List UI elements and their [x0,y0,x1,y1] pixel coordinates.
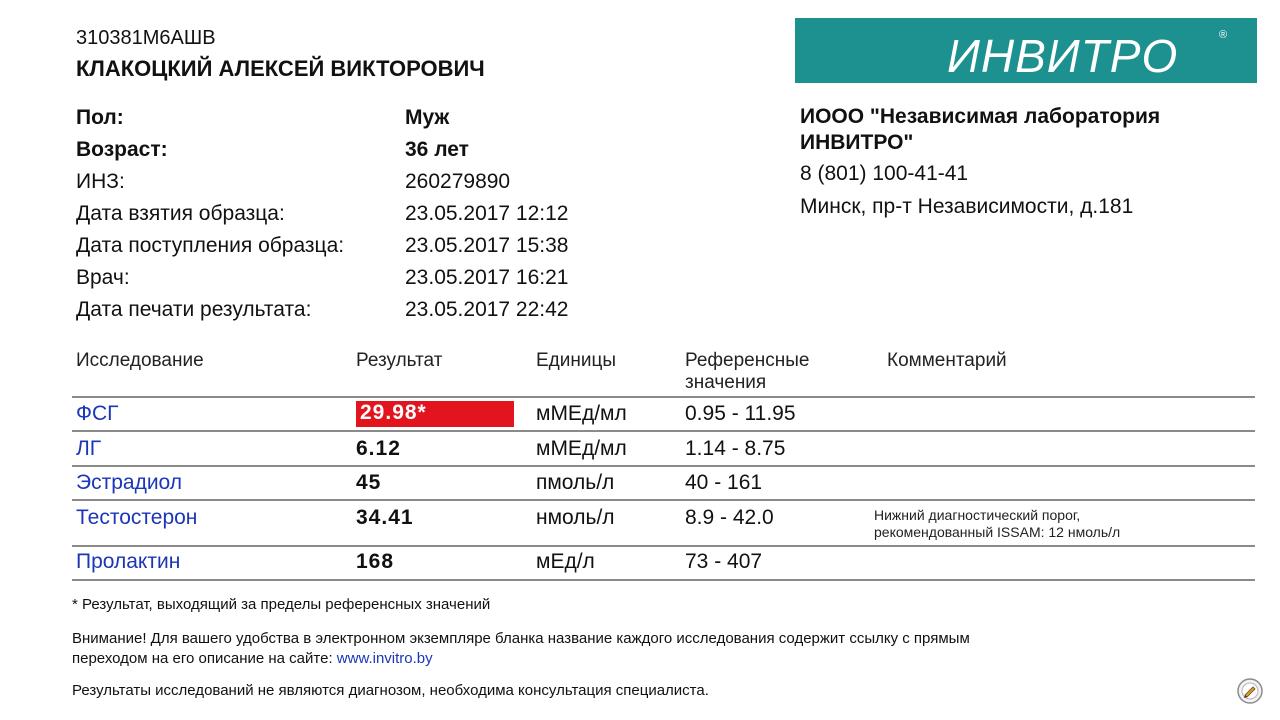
test-link-testosterone[interactable]: Тестостерон [76,506,198,529]
attention-note [72,629,970,669]
table-divider [72,545,1255,547]
inz-label: ИНЗ: [76,170,125,193]
units-value: мМЕд/мл [536,437,627,460]
doctor-value: 23.05.2017 16:21 [405,266,569,289]
inz-value: 260279890 [405,170,511,193]
comment-line1: Нижний диагностический порог, [874,507,1081,523]
result-value: 6.12 [356,437,401,460]
age-value: 36 лет [405,138,469,161]
header-reference-line2: значения [685,372,767,393]
lab-name-line1: ИООО "Независимая лаборатория [800,105,1161,128]
table-divider [72,579,1255,581]
lab-phone: 8 (801) 100-41-41 [800,162,969,185]
table-divider [72,465,1255,467]
header-units: Единицы [536,350,617,371]
lab-address: Минск, пр-т Независимости, д.181 [800,195,1134,218]
sample-taken-label: Дата взятия образца: [76,202,285,225]
reference-range: 8.9 - 42.0 [685,506,774,529]
test-link-estradiol[interactable]: Эстрадиол [76,471,183,494]
units-value: пмоль/л [536,471,615,494]
attention-line2 [72,649,970,669]
units-value: нмоль/л [536,506,615,529]
test-link-prolactin[interactable]: Пролактин [76,550,181,573]
reference-range: 73 - 407 [685,550,763,573]
header-comment: Комментарий [887,350,1007,371]
test-link-fsh[interactable]: ФСГ [76,402,119,425]
lab-name-line2: ИНВИТРО" [800,131,914,154]
sample-code: 310381М6АШВ [76,27,216,49]
doctor-label: Врач: [76,266,130,289]
reference-range: 40 - 161 [685,471,763,494]
print-date-value: 23.05.2017 22:42 [405,298,569,321]
comment-text [874,507,1120,541]
attention-line2-text: переходом на его описание на сайте: [72,650,337,667]
disclaimer: Результаты исследований не являются диагнозом, необходима консультация специалиста. [72,682,709,699]
reference-range: 0.95 - 11.95 [685,402,796,425]
table-divider [72,430,1255,432]
print-date-label: Дата печати результата: [76,298,312,321]
header-result: Результат [356,350,443,371]
sample-received-label: Дата поступления образца: [76,234,345,257]
comment-line2: рекомендованный ISSAM: 12 нмоль/л [874,524,1121,540]
patient-name: КЛАКОЦКИЙ АЛЕКСЕЙ ВИКТОРОВИЧ [76,56,485,81]
sample-received-value: 23.05.2017 15:38 [405,234,569,257]
lab-name [800,104,1160,156]
header-reference [685,350,809,394]
site-link[interactable]: www.invitro.by [336,650,433,667]
sample-taken-value: 23.05.2017 12:12 [405,202,569,225]
attention-line1: Внимание! Для вашего удобства в электронном экземпляре бланка название каждого исследования содержит ссылку с прямым [72,630,970,647]
test-link-lh[interactable]: ЛГ [76,437,102,460]
sex-value: Муж [405,106,450,129]
registered-mark: ® [1219,29,1228,41]
out-of-range-note: * Результат, выходящий за пределы референсных значений [72,596,491,613]
result-value: 45 [356,471,382,494]
reference-range: 1.14 - 8.75 [685,437,786,460]
pencil-badge-icon[interactable] [1237,678,1263,704]
table-divider [72,499,1255,501]
invitro-logo [795,18,1257,83]
result-value: 168 [356,550,395,573]
result-value-flagged: 29.98* [356,401,514,427]
header-reference-line1: Референсные [685,350,810,371]
header-test: Исследование [76,350,204,371]
units-value: мМЕд/мл [536,402,627,425]
logo-text: ИНВИТРО [947,30,1179,82]
age-label: Возраст: [76,138,168,161]
table-divider [72,396,1255,398]
result-value: 34.41 [356,506,414,529]
units-value: мЕд/л [536,550,595,573]
sex-label: Пол: [76,106,124,129]
